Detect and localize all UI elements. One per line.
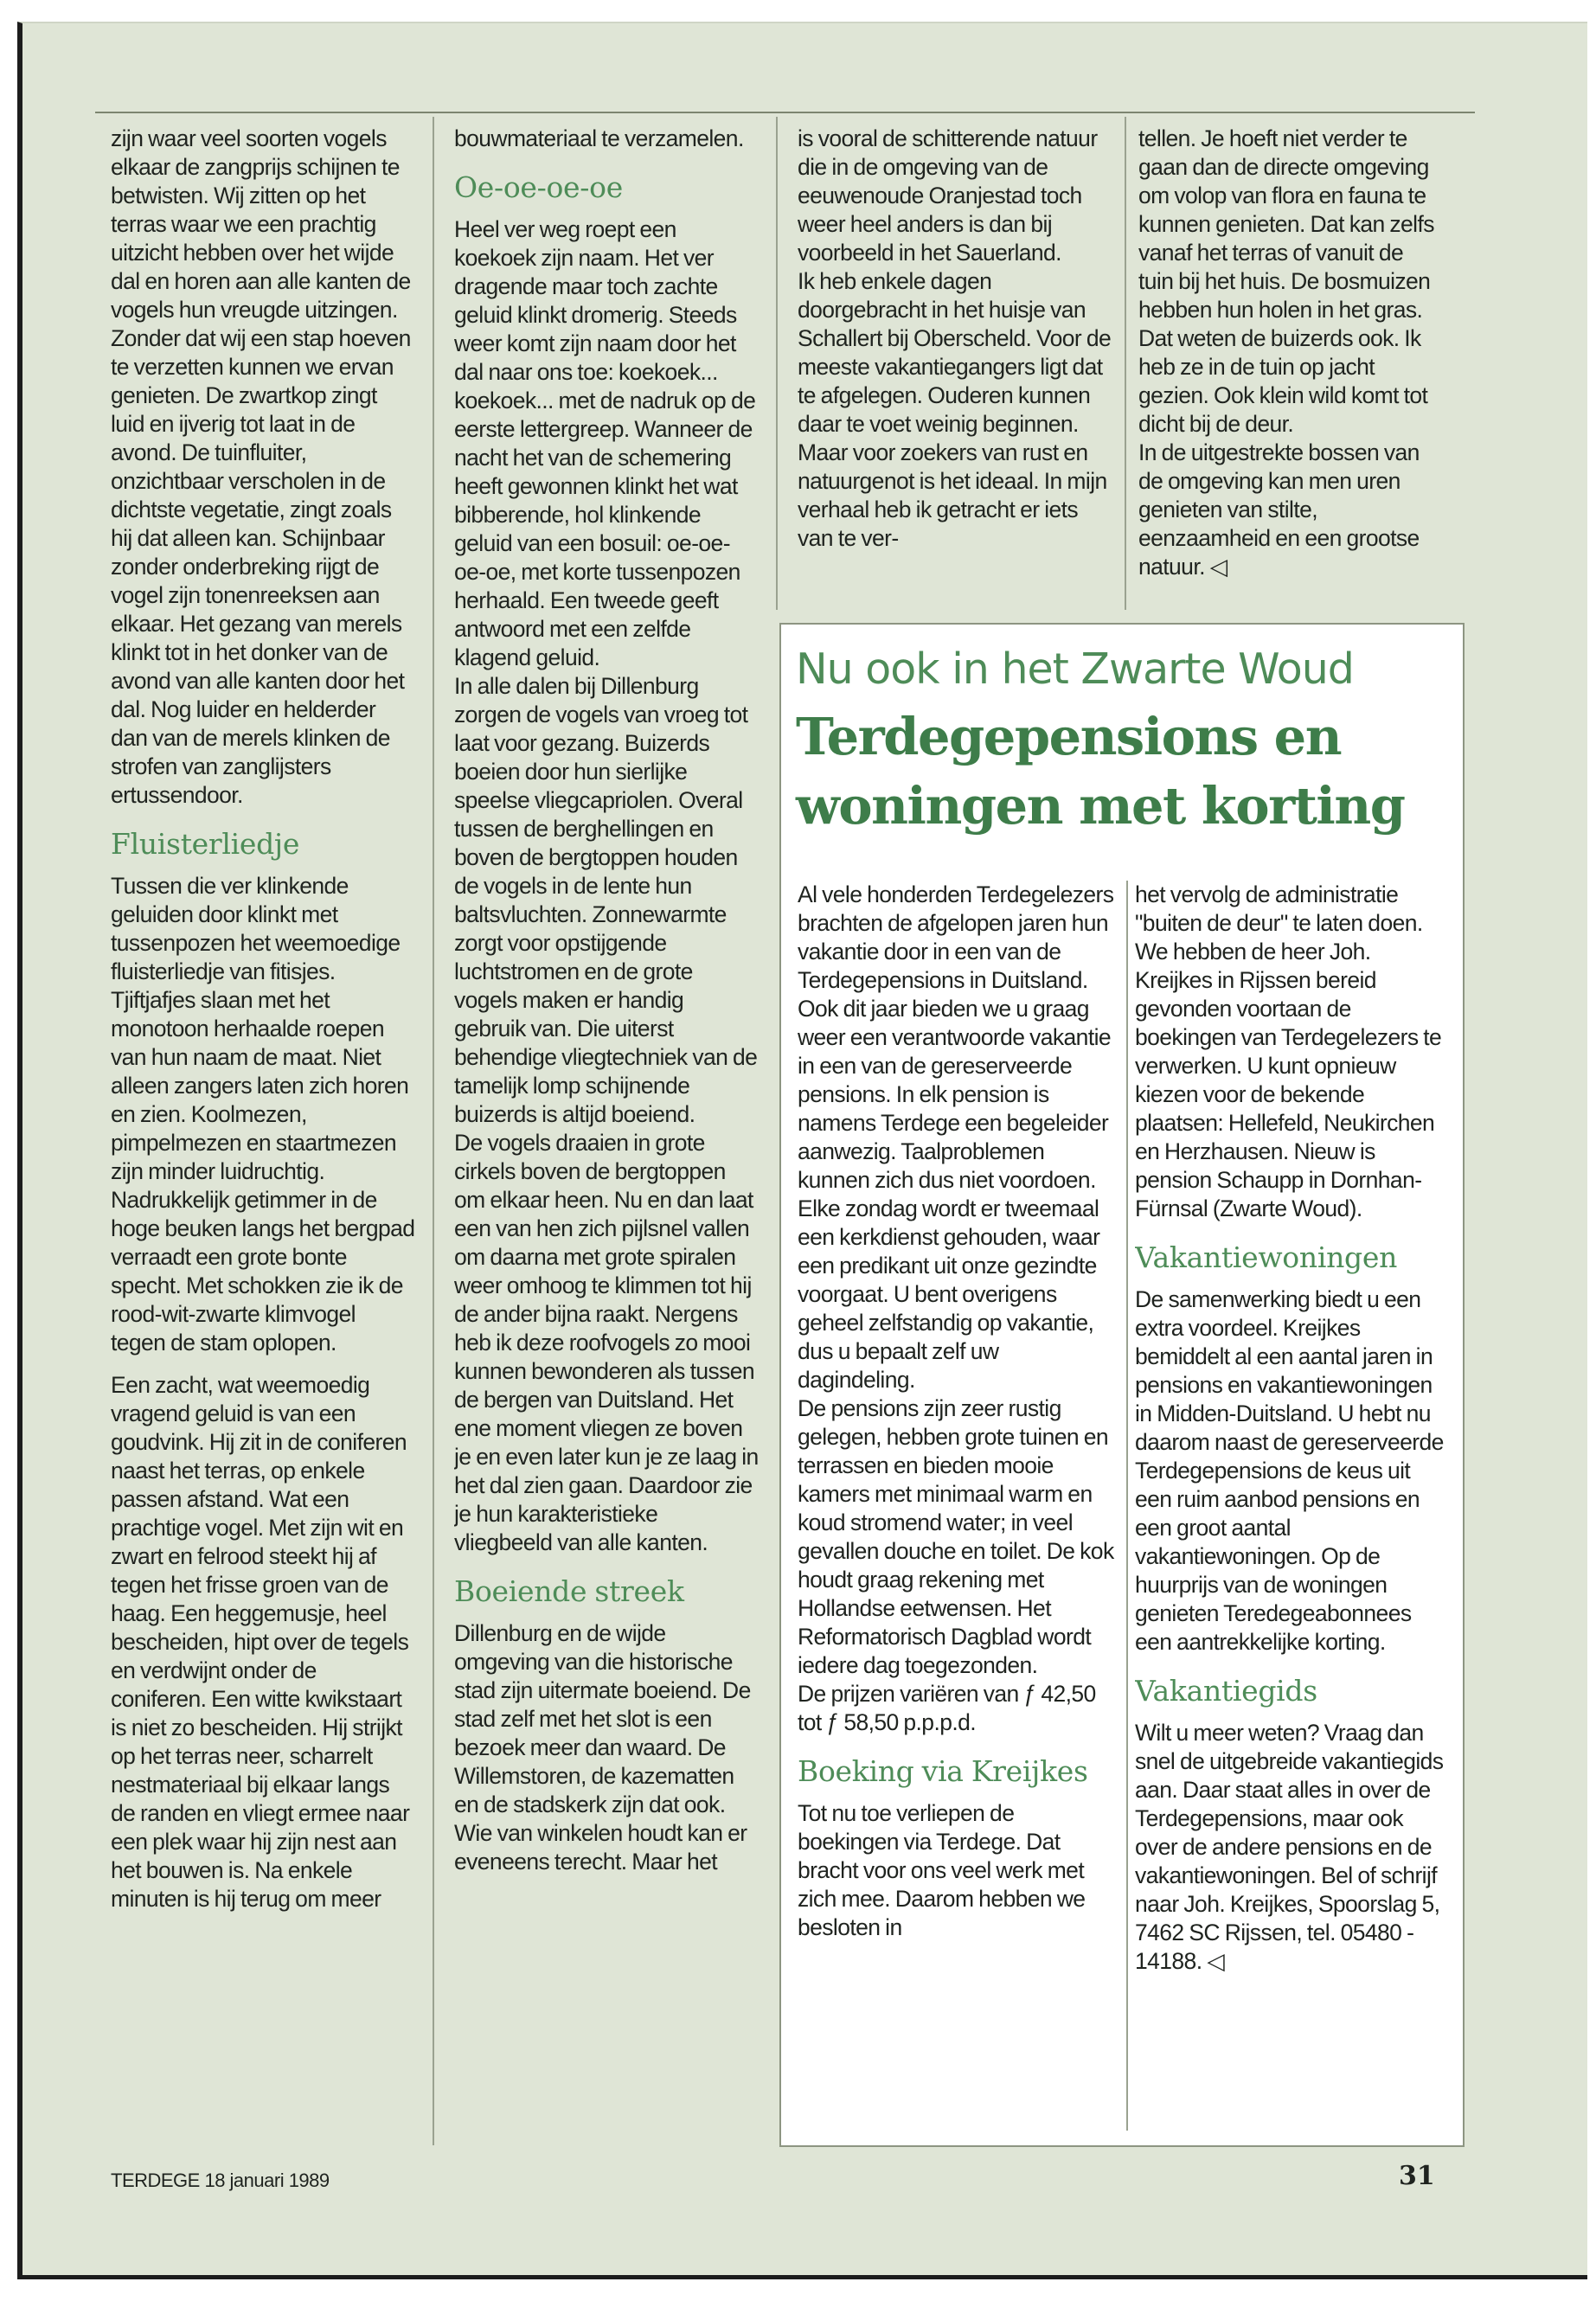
article-column-2 — [454, 125, 759, 2142]
paragraph: is vooral de schitterende natuur die in de omgeving van de eeuwenoude Oranjestad toch weer heel anders is dan bij voorbeeld in het Sauerland. — [798, 125, 1098, 266]
paragraph: De pensions zijn zeer rustig gelegen, hebben grote tuinen en terrassen en bieden mooie kamers met minimaal warm en koud stromend water; in veel gevallen douche en toilet. De kok houdt graag rekening met Hollandse eetwensen. Het Reformatorisch Dagblad wordt iedere dag toegezonden. — [798, 1395, 1114, 1678]
column-divider — [776, 117, 778, 610]
subheading-fluisterliedje: Fluisterliedje — [111, 827, 300, 861]
paragraph: Dillenburg en de wijde omgeving van die historische stad zijn uitermate boeiend. De stad zelf met het slot is een bezoek meer dan waard. De Willemstoren, de kazematten en de stadskerk zijn dat ook. Wie van winkelen houdt kan er eveneens terecht. Maar het — [454, 1620, 751, 1875]
paragraph: Ook dit jaar bieden we u graag weer een verantwoorde vakantie in een van de gereserveerde pensions. In elk pension is namens Terdege een begeleider aanwezig. Taalproblemen kunnen zich dus niet voordoen. Elke zondag wordt er tweemaal een kerkdienst gehouden, waar een predikant uit onze gezindte voorgaat. U bent overigens geheel zelfstandig op vakantie, dus u bepaalt zelf uw dagindeling. — [798, 996, 1112, 1393]
article-column-3 — [798, 125, 1118, 622]
paragraph: Een zacht, wat weemoedig vragend geluid is van een goudvink. Hij zit in de coniferen naast het terras, op enkele passen afstand. Wat een prachtige vogel. Met zijn wit en zwart en felrood steekt hij af tegen het frisse groen van de haag. Een heggemusje, heel bescheiden, hipt over de tegels en verdwijnt onder de coniferen. Een witte kwikstaart is niet zo bescheiden. Hij strijkt op het terras neer, scharrelt nestmateriaal bij elkaar langs de randen en vliegt ermee naar een plek waar hij zijn nest aan het bouwen is. Na enkele minuten is hij terug om meer — [111, 1372, 410, 1912]
subheading-boeking: Boeking via Kreijkes — [798, 1754, 1088, 1788]
paragraph: Ik heb enkele dagen doorgebracht in het huisje van Schallert bij Oberscheld. Voor de meeste vakantiegangers ligt dat te afgelegen. Ouderen kunnen daar te voet weinig beginnen. Maar voor zoekers van rust en natuurgenot is het ideaal. In mijn verhaal heb ik getracht er iets van te ver- — [798, 268, 1112, 551]
inset-column-divider — [1126, 881, 1128, 2131]
paragraph: De prijzen variëren van ƒ 42,50 tot ƒ 58,50 p.p.p.d. — [798, 1681, 1096, 1735]
paragraph: Tot nu toe verliepen de boekingen via Terdege. Dat bracht voor ons veel werk met zich mee. Daarom hebben we besloten in — [798, 1800, 1086, 1940]
column-divider — [433, 117, 434, 2145]
paragraph: In alle dalen bij Dillenburg zorgen de vogels van vroeg tot laat voor gezang. Buizerds boeien door hun sierlijke speelse vliegcapriolen. Overal tussen de berghellingen en boven de bergtoppen houden de vogels in de lente hun baltsvluchten. Zonnewarmte zorgt voor opstijgende luchtstromen en de grote vogels maken er handig gebruik van. Die uiterst behendige vliegtechniek van de tamelijk lomp schijnende buizerds is altijd boeiend. — [454, 673, 758, 1127]
paragraph: bouwmateriaal te verzamelen. — [454, 125, 744, 151]
paragraph: Tussen die ver klinkende geluiden door klinkt met tussenpozen het weemoedige fluisterliedje van fitisjes. Tjiftjafjes slaan met het monotoon herhaalde roepen van hun naam de maat. Niet alleen zangers laten zich horen en zien. Koolmezen, pimpelmezen en staartmezen zijn minder luidruchtig. Nadrukkelijk getimmer in de hoge beuken langs het bergpad verraadt een grote bonte specht. Met schokken zie ik de rood-wit-zwarte klimvogel tegen de stam oplopen. — [111, 873, 415, 1356]
paragraph: Wilt u meer weten? Vraag dan snel de uitgebreide vakantiegids aan. Daar staat alles in over de Terdegepensions, maar ook over de andere pensions en de vakantiewoningen. Bel of schrijf naar Joh. Kreijkes, Spoorslag 5, 7462 SC Rijssen, tel. 05480 - 14188. ◁ — [1135, 1720, 1444, 1974]
inset-kicker: Nu ook in het Zwarte Woud — [796, 644, 1354, 694]
paragraph: De vogels draaien in grote cirkels boven de bergtoppen om elkaar heen. Nu en dan laat een van hen zich pijlsnel vallen om daarna met grote spiralen weer omhoog te klimmen tot hij de ander bijna raakt. Nergens heb ik deze roofvogels zo mooi kunnen bewonderen als tussen de bergen van Duitsland. Het ene moment vliegen ze boven je en even later kun je ze laag in het dal zien gaan. Daardoor zie je hun karakteristieke vliegbeeld van alle kanten. — [454, 1130, 759, 1555]
subheading-vakantiewoningen: Vakantiewoningen — [1135, 1240, 1398, 1274]
paragraph: In de uitgestrekte bossen van de omgeving kan men uren genieten van stilte, eenzaamheid en een grootse natuur. ◁ — [1138, 439, 1420, 580]
footer-publication-date: TERDEGE 18 januari 1989 — [111, 2170, 330, 2191]
article-column-1 — [111, 125, 415, 2142]
paragraph: De samenwerking biedt u een extra voordeel. Kreijkes bemiddelt al een aantal jaren in pensions en vakantiewoningen in Midden-Duitsland. U hebt nu daarom naast de gereserveerde Terdegepensions de keus uit een ruim aanbod pensions en een groot aantal vakantiewoningen. Op de huurprijs van de woningen genieten Teredegeabonnees een aantrekkelijke korting. — [1135, 1286, 1444, 1655]
inset-headline: Terdegepensions en woningen met korting — [796, 707, 1405, 836]
page-number: 31 — [1399, 2161, 1435, 2191]
paragraph: tellen. Je hoeft niet verder te gaan dan de directe omgeving om volop van flora en fauna te kunnen genieten. Dat kan zelfs vanaf het terras of vanuit de tuin bij het huis. De bosmuizen hebben hun holen in het gras. Dat weten de buizerds ook. Ik heb ze in de tuin op jacht gezien. Ook klein wild komt tot dicht bij de deur. — [1138, 125, 1434, 437]
column-divider — [1125, 117, 1126, 610]
paragraph: het vervolg de administratie "buiten de deur" te laten doen. We hebben de heer Joh. Kreijkes in Rijssen bereid gevonden voortaan de boekingen van Terdegelezers te verwerken. U kunt opnieuw kiezen voor de bekende plaatsen: Hellefeld, Neukirchen en Herzhausen. Nieuw is pension Schaupp in Dornhan-Fürnsal (Zwarte Woud). — [1135, 881, 1442, 1221]
subheading-boeiende-streek: Boeiende streek — [454, 1574, 684, 1608]
subheading-vakantiegids: Vakantiegids — [1135, 1674, 1317, 1708]
paragraph: Al vele honderden Terdegelezers brachten de afgelopen jaren hun vakantie door in een van de Terdegepensions in Duitsland. — [798, 881, 1114, 993]
article-column-4 — [1138, 125, 1443, 622]
subheading-oe-oe: Oe-oe-oe-oe — [454, 170, 623, 204]
paragraph: zijn waar veel soorten vogels elkaar de zangprijs schijnen te betwisten. Wij zitten op het terras waar we een prachtig uitzicht hebben over het wijde dal en horen aan alle kanten de vogels hun vreugde uitzingen. Zonder dat wij een stap hoeven te verzetten kunnen we ervan genieten. De zwartkop zingt luid en ijverig tot laat in de avond. De tuinfluiter, onzichtbaar verscholen in de dichtste vegetatie, zingt zoals hij dat alleen kan. Schijnbaar zonder onderbreking rijgt de vogel zijn tonenreeksen aan elkaar. Het gezang van merels klinkt tot in het donker van de avond van alle kanten door het dal. Nog luider en helderder dan van de merels klinken de strofen van zanglijsters ertussendoor. — [111, 125, 411, 808]
top-rule — [95, 112, 1475, 113]
inset-column-1 — [798, 881, 1118, 2135]
paragraph: Heel ver weg roept een koekoek zijn naam. Het ver dragende maar toch zachte geluid klinkt dromerig. Steeds weer komt zijn naam door het dal naar ons toe: koekoek... koekoek... met de nadruk op de eerste lettergreep. Wanneer de nacht het van de schemering heeft gewonnen klinkt het wat bibberende, hol klinkende geluid van een bosuil: oe-oe-oe-oe, met korte tussenpozen herhaald. Een tweede geeft antwoord met een zelfde klagend geluid. — [454, 216, 756, 670]
inset-column-2 — [1135, 881, 1448, 2135]
